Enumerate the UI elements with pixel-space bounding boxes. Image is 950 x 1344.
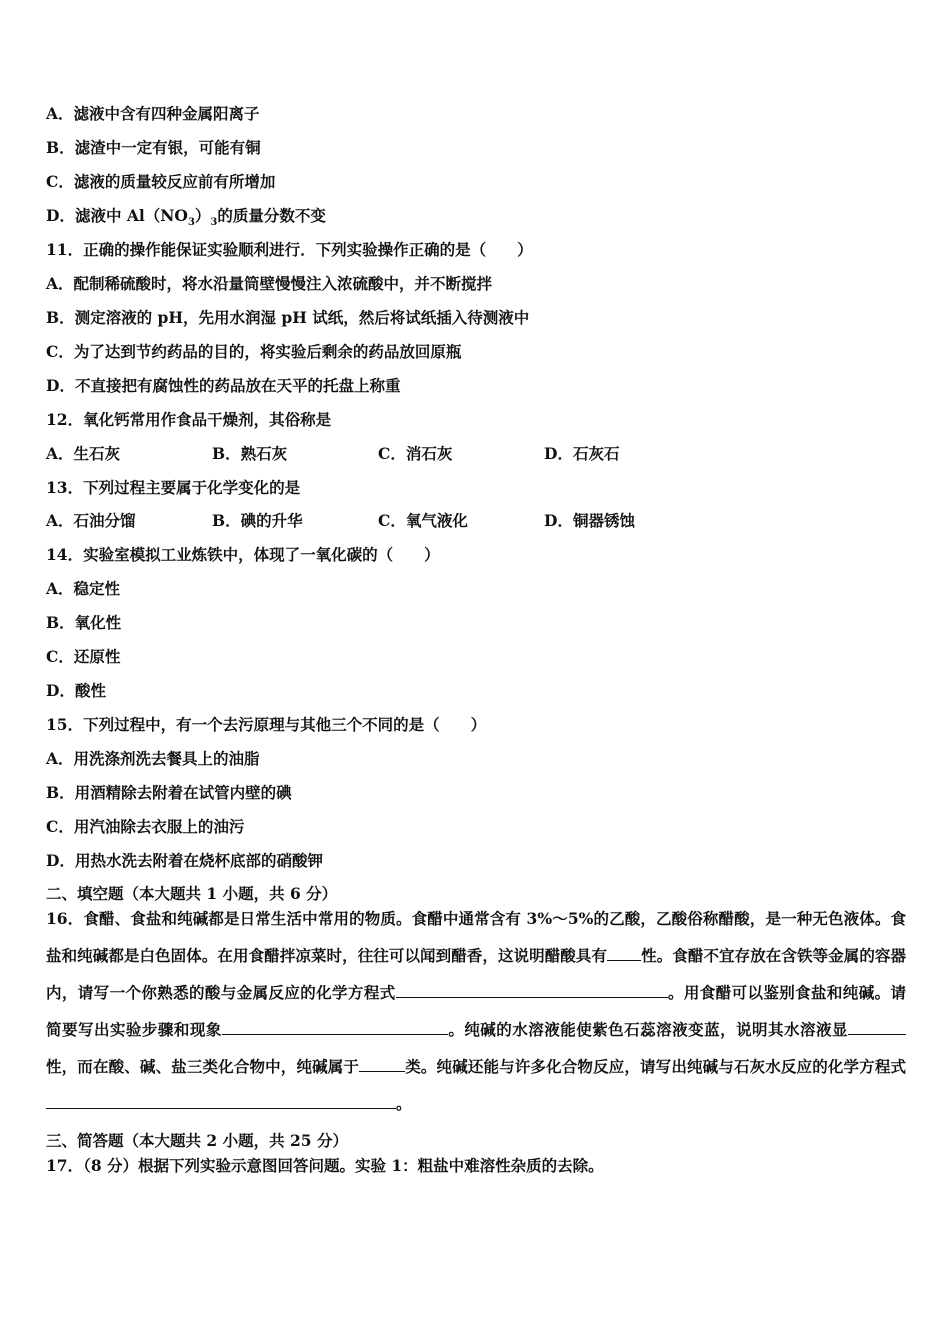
q12-option-c: C．消石灰 [378,444,453,463]
q12-option-a: A．生石灰 [46,444,121,463]
q10-option-b: B．滤渣中一定有银，可能有铜 [46,138,261,157]
q14-option-d: D．酸性 [46,681,106,700]
q10-option-d: D．滤液中 $Al(NO_3)_3$的质量分数不变 [46,206,326,229]
q10-option-c: C．滤液的质量较反应前有所增加 [46,172,276,191]
q13-option-b: B．碘的升华 [212,511,303,530]
section-2-heading: 二、填空题（本大题共 1 小题，共 6 分） [46,884,338,903]
q16-paragraph: 16．食醋、食盐和纯碱都是日常生活中常用的物质。食醋中通常含有 3%～5%的乙酸，乙酸俗称醋酸，是一种无色液体。食盐和纯碱都是白色固体。在用食醋拌凉菜时，往往可以闻到醋香，这说明醋酸具有 性。食醋不宜存放在含铁等金属的容器内，请写一个你熟悉的酸与金属反应的化学方程式 。用食醋可以鉴别食盐和纯碱。请简要写出实验步骤和现象 。纯碱的水溶液能使紫色石蕊溶液变蓝，说明其水溶液显性，而在酸、碱、盐三类化合物中，纯碱属于 类。纯碱还能与许多化合物反应，请写出纯碱与石灰水反应的化学方程式。 [46,909,906,1113]
q13-stem: 13．下列过程主要属于化学变化的是 [46,478,301,497]
q15-option-d: D．用热水洗去附着在烧杯底部的硝酸钾 [46,851,323,870]
q14-option-c: C．还原性 [46,647,121,666]
q13-option-c: C．氧气液化 [378,511,468,530]
q12-option-b: B．熟石灰 [212,444,288,463]
q15-option-b: B．用酒精除去附着在试管内壁的碘 [46,783,292,802]
q17-stem: 17．（8 分）根据下列实验示意图回答问题。实验 1：粗盐中难溶性杂质的去除。 [46,1156,604,1175]
q14-option-b: B．氧化性 [46,613,122,632]
q15-option-a: A．用洗涤剂洗去餐具上的油脂 [46,749,260,768]
q14-stem: 14．实验室模拟工业炼铁中，体现了一氧化碳的（ ） [46,545,440,564]
q12-stem: 12．氧化钙常用作食品干燥剂，其俗称是 [46,410,332,429]
q11-option-d: D．不直接把有腐蚀性的药品放在天平的托盘上称重 [46,376,401,395]
q16-blank-5[interactable] [359,1056,405,1072]
q13-option-a: A．石油分馏 [46,511,136,530]
q11-stem: 11．正确的操作能保证实验顺利进行．下列实验操作正确的是（ ） [46,240,533,259]
q12-option-d: D．石灰石 [544,444,620,463]
q12-options [46,444,619,464]
q15-option-c: C．用汽油除去衣服上的油污 [46,817,245,836]
q16-blank-4[interactable] [848,1019,906,1035]
q10-option-a: A．滤液中含有四种金属阳离子 [46,104,260,123]
q11-option-c: C．为了达到节约药品的目的，将实验后剩余的药品放回原瓶 [46,342,462,361]
q16-blank-3[interactable] [222,1019,448,1035]
q15-stem: 15．下列过程中，有一个去污原理与其他三个不同的是（ ） [46,715,487,734]
q13-options [46,511,635,531]
q16-blank-2[interactable] [396,982,668,998]
section-3-heading: 三、简答题（本大题共 2 小题，共 25 分） [46,1131,348,1150]
q16-blank-1[interactable] [607,945,641,961]
q11-option-b: B．测定溶液的 pH，先用水润湿 pH 试纸，然后将试纸插入待测液中 [46,308,530,327]
q16-blank-6[interactable] [46,1093,396,1109]
q14-option-a: A．稳定性 [46,579,121,598]
q13-option-d: D．铜器锈蚀 [544,511,635,530]
q11-option-a: A．配制稀硫酸时，将水沿量筒壁慢慢注入浓硫酸中，并不断搅拌 [46,274,493,293]
